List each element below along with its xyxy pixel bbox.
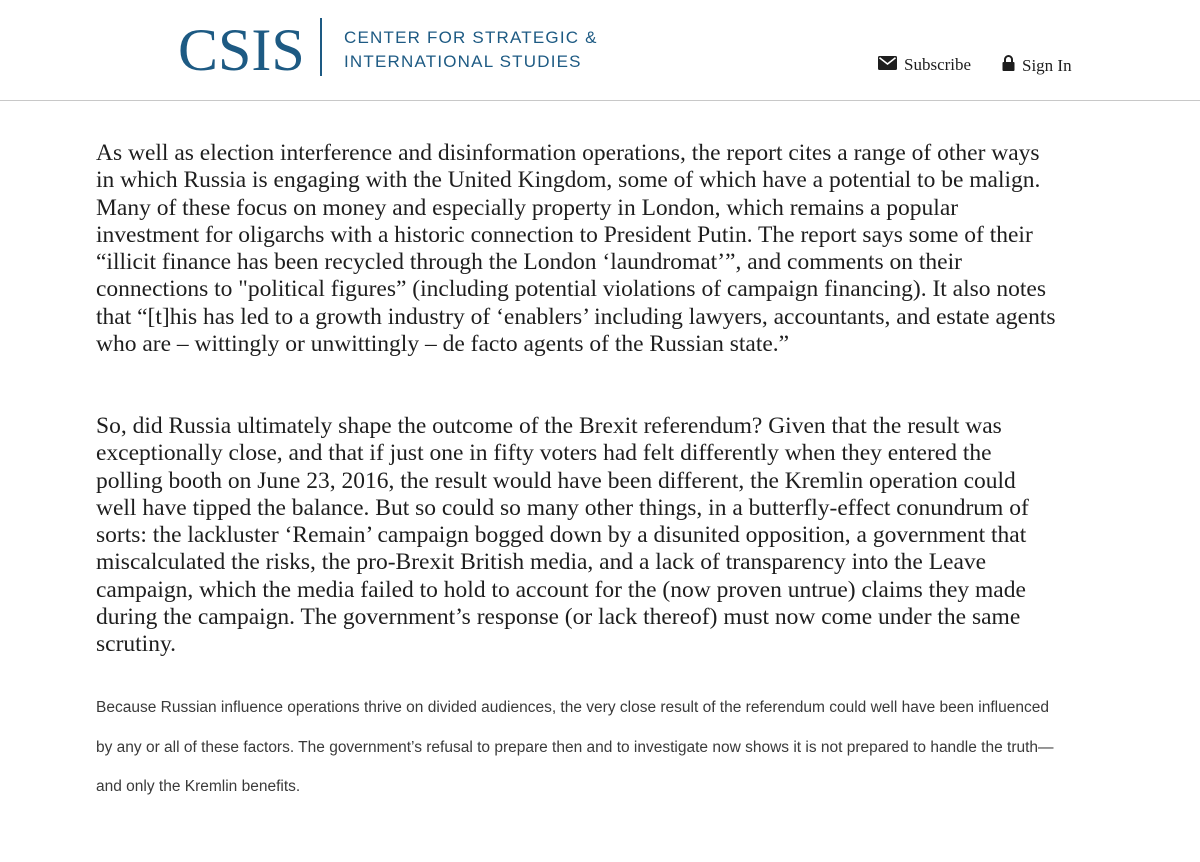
subscribe-link[interactable] <box>878 55 971 75</box>
sign-in-label: Sign In <box>1022 55 1072 75</box>
subscribe-label: Subscribe <box>904 55 972 74</box>
envelope-icon <box>878 55 897 75</box>
article-paragraph-2: So, did Russia ultimately shape the outcome of the Brexit referendum? Given that the result was exceptionally close, and that if just one in fifty voters had felt differently when they entered the polling booth on June 23, 2016, the result would have been different, the Kremlin operation could well have tipped the balance. But so could so many other things, in a butterfly-effect conundrum of sorts: the lackluster ‘Remain’ campaign bogged down by a disunited opposition, a government that miscalculated the risks, the pro-Brexit British media, and a lack of transparency into the Leave campaign, which the media failed to hold to account for the (now proven untrue) claims they made during the campaign. The government’s response (or lack thereof) must now come under the same scrutiny. <box>96 413 1029 658</box>
logo-divider <box>320 18 322 76</box>
site-header <box>0 0 1200 101</box>
logo-wordmark: CSIS <box>178 17 305 83</box>
lock-icon <box>1002 55 1015 76</box>
article-paragraph-1: As well as election interference and disinformation operations, the report cites a range of other ways in which Russia is engaging with the United Kingdom, some of which have a potential to be malign. Many of these focus on money and especially property in London, which remains a popular investment for oligarchs with a historic connection to President Putin. The report says some of their “illicit finance has been recycled through the London ‘laundromat’”, and comments on their connections to "political figures” (including potential violations of campaign financing). It also notes that “[t]his has led to a growth industry of ‘enablers’ including lawyers, accountants, and estate agents who are – wittingly or unwittingly – de facto agents of the Russian state.” <box>96 140 1056 358</box>
logo-tagline-line-2: INTERNATIONAL STUDIES <box>344 52 582 71</box>
logo-tagline <box>344 26 598 74</box>
logo-tagline-line-1: CENTER FOR STRATEGIC & <box>344 28 598 47</box>
closing-quote: Because Russian influence operations thrive on divided audiences, the very close result of the referendum could well have been influenced by any or all of these factors. The government’s refusal to prepare then and to investigate now shows it is not prepared to handle the truth—and only the Kremlin benefits. <box>96 699 1054 795</box>
sign-in-link[interactable] <box>1002 55 1072 76</box>
